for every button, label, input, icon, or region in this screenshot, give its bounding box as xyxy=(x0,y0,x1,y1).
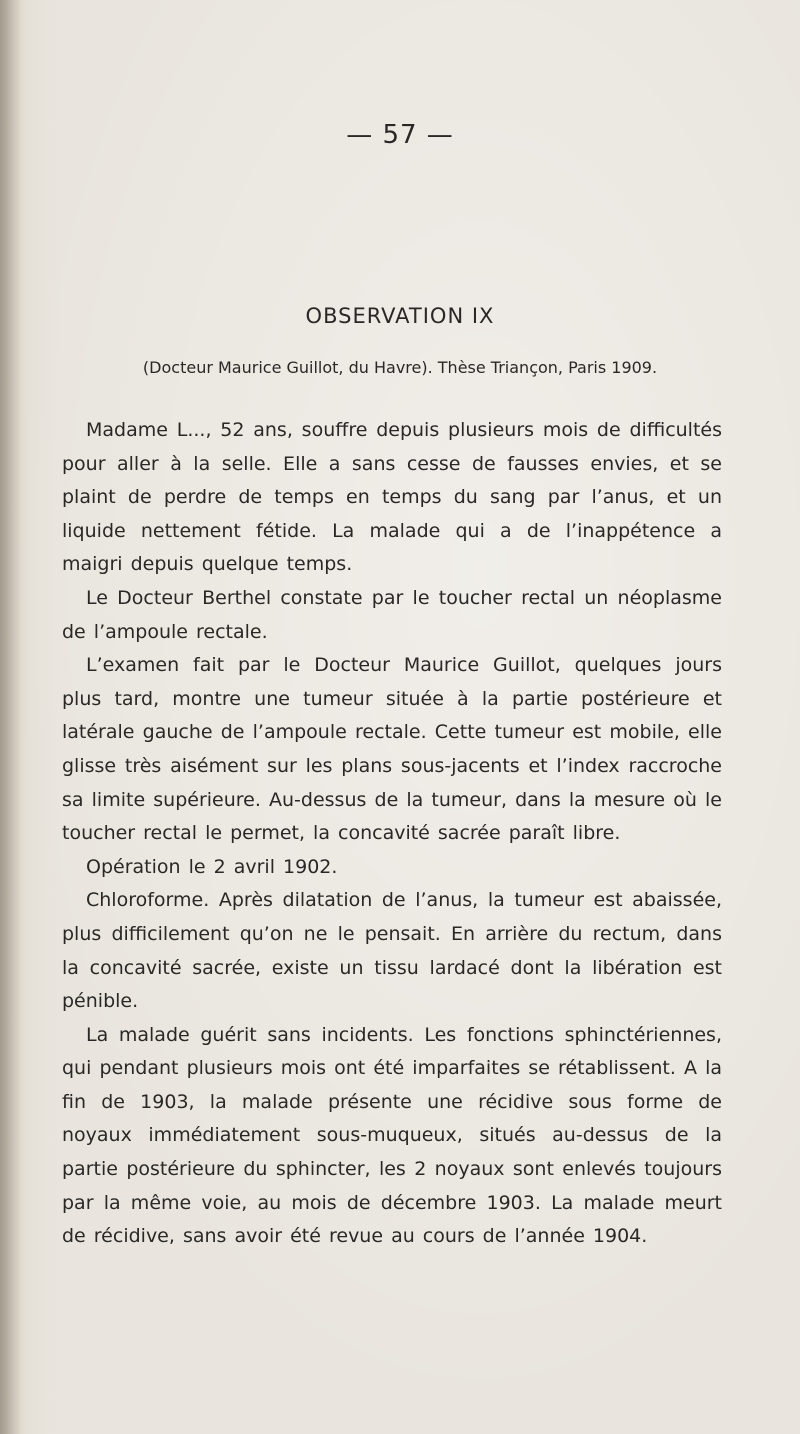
paragraph: Madame L..., 52 ans, souffre depuis plusieurs mois de difficultés pour aller à la selle. Elle a sans cesse de fausses envies, et se plaint de perdre de temps en temps du sang par l’anus, et un liquide nettement fétide. La malade qui a de l’inappétence a maigri depuis quelque temps. xyxy=(62,419,722,576)
section-title: OBSERVATION IX xyxy=(305,304,495,328)
paragraph: Opération le 2 avril 1902. xyxy=(86,855,338,878)
paragraph: Chloroforme. Après dilatation de l’anus, la tumeur est abaissée, plus difficilement qu’on ne le pensait. En arrière du rectum, dans la concavité sacrée, existe un tissu lardacé dont la libération est pénible. xyxy=(62,889,722,1013)
citation: (Docteur Maurice Guillot, du Havre). Thèse Triançon, Paris 1909. xyxy=(142,358,658,377)
paragraph: La malade guérit sans incidents. Les fonctions sphinctériennes, qui pendant plusieurs mois ont été imparfaites se rétablissent. A la fin de 1903, la malade présente une récidive sous forme de noyaux immédiatement sous-muqueux, situés au-dessus de la partie postérieure du sphincter, les 2 noyaux sont enlevés toujours par la même voie, au mois de décembre 1903. La malade meurt de récidive, sans avoir été revue au cours de l’année 1904. xyxy=(62,1023,722,1248)
paragraph: Le Docteur Berthel constate par le toucher rectal un néoplasme de l’ampoule rectale. xyxy=(62,586,722,643)
binding-edge-shadow xyxy=(0,0,22,1434)
paragraph: L’examen fait par le Docteur Maurice Guillot, quelques jours plus tard, montre une tumeur située à la partie postérieure et latérale gauche de l’ampoule rectale. Cette tumeur est mobile, elle glisse très aisément sur les plans sous-jacents et l’index raccroche sa limite supérieure. Au-dessus de la tumeur, dans la mesure où le toucher rectal le permet, la concavité sacrée paraît libre. xyxy=(62,654,722,845)
page-number: — 57 — xyxy=(346,120,454,150)
body-text xyxy=(62,414,722,1254)
